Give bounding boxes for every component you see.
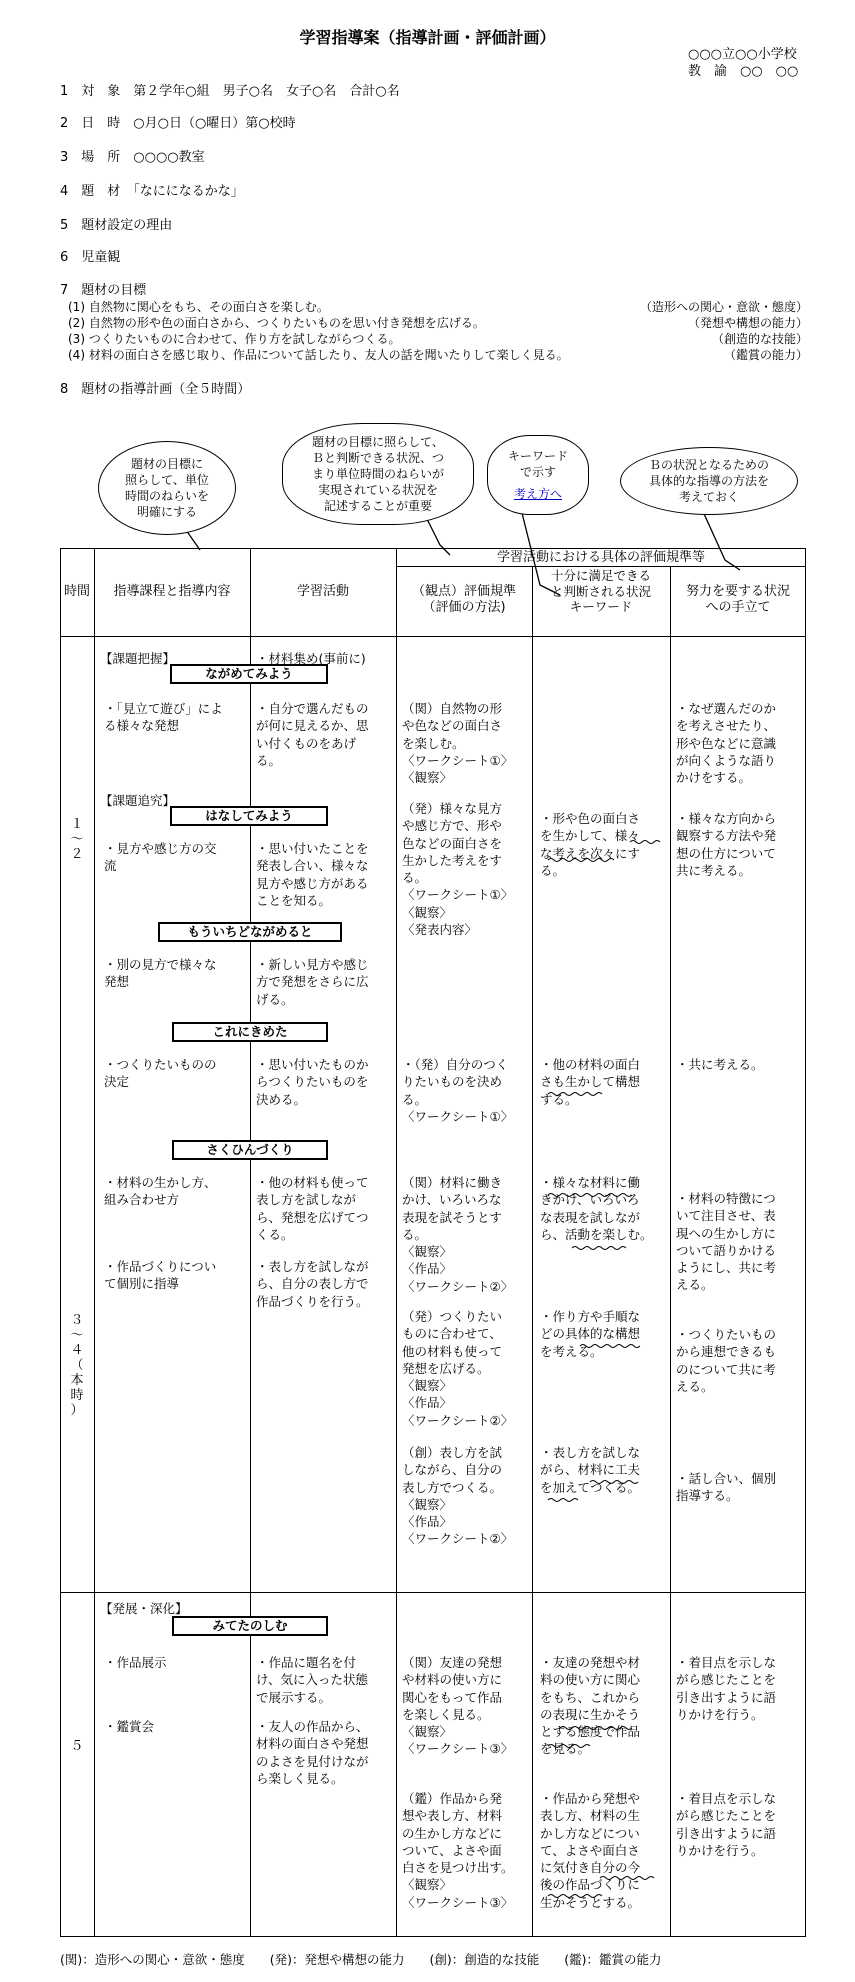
support-item: ・共に考える。 — [676, 1057, 764, 1072]
objective-text: (3) つくりたいものに合わせて、作り方を試しながらつくる。 — [68, 332, 401, 346]
support-item: ・つくりたいもの から連想できるも のについて共に考 える。 — [676, 1327, 777, 1394]
header-activity: 学習活動 — [296, 584, 349, 599]
keyword-item: ・形や色の面白さ を生かして、様々 な考えを次々にす る。 — [540, 811, 641, 878]
time-period-3-4: ３ ～ ４ （ 本 時 ） — [70, 1313, 84, 1418]
activity-item: ・新しい見方や感じ 方で発想をさらに広 げる。 — [256, 957, 369, 1007]
section-goals: 7 題材の目標 — [60, 283, 147, 298]
section-plan: 8 題材の指導計画（全５時間） — [60, 382, 251, 397]
guidance-item: ・作品展示 — [104, 1655, 167, 1670]
guidance-item: ・材料の生かし方、 組み合わせ方 — [104, 1175, 217, 1208]
legend-footer: (関)：造形への関心・意欲・態度 (発)：発想や構想の能力 (創)：創造的な技能 (鑑)：鑑賞の能力 — [60, 1952, 662, 1967]
phase-box-create: さくひんづくり — [172, 1140, 328, 1160]
section-target: 1 対 象 第２学年○組 男子○名 女子○名 合計○名 — [60, 84, 400, 99]
support-item: ・着目点を示しな がら感じたことを 引き出すように語 りかけを行う。 — [676, 1791, 777, 1858]
support-item: ・なぜ選んだのか を考えさせたり、 形や色などに意識 が向くような語り かけをする。 — [676, 701, 777, 785]
activity-item: ・他の材料も使って 表し方を試しなが ら、発想を広げてつ くる。 — [256, 1175, 369, 1242]
activity-item: ・作品に題名を付 け、気に入った状態 で展示する。 — [256, 1655, 369, 1705]
support-item: ・様々な方向から 観察する方法や発 想の仕方について 共に考える。 — [676, 811, 777, 878]
header-support: 努力を要する状況 への手立て — [685, 584, 790, 616]
criteria-item: （発）つくりたい ものに合わせて、 他の材料も使って 発想を広げる。 〈観察〉 〈作品〉 〈ワークシート②〉 — [402, 1309, 514, 1428]
criteria-item: （創）表し方を試 しながら、自分の 表し方でつくる。 〈観察〉 〈作品〉 〈ワークシート②〉 — [402, 1445, 514, 1547]
header-time: 時間 — [63, 584, 90, 599]
header-evaluation-group: 学習活動における具体の評価規準等 — [496, 550, 705, 565]
objective-tag: （造形への関心・意欲・態度） — [639, 300, 808, 314]
objective-tag: （創造的な技能） — [711, 332, 808, 346]
phase-box-decide: これにきめた — [172, 1022, 328, 1042]
school-name: ○○○立○○小学校 — [688, 47, 797, 62]
keyword-item: ・作品から発想や 表し方、材料の生 かし方などについ て、よさや面白さ に気付き自分の今 後の作品づくりに 生かそうとする。 — [540, 1791, 641, 1910]
activity-item: ・思い付いたことを 発表し合い、様々な 見方や感じ方がある ことを知る。 — [256, 841, 369, 908]
activity-item: ・友人の作品から、 材料の面白さや発想 のよさを見付けなが ら楽しく見る。 — [256, 1719, 369, 1786]
phase-box-talk: はなしてみよう — [170, 806, 328, 826]
activity-item: ・表し方を試しなが ら、自分の表し方で 作品づくりを行う。 — [256, 1259, 369, 1309]
guidance-item: ・鑑賞会 — [104, 1719, 155, 1734]
guidance-item: ・「見立て遊び」によ る様々な発想 — [104, 701, 223, 734]
header-criteria: （観点）評価規準 （評価の方法) — [411, 584, 516, 616]
time-period-5: ５ — [70, 1739, 84, 1754]
guidance-item: 【課題把握】 — [100, 651, 176, 666]
section-subject: 4 題 材 「なにになるかな」 — [60, 184, 244, 199]
support-item: ・着目点を示しな がら感じたことを 引き出すように語 りかけを行う。 — [676, 1655, 777, 1722]
activity-item: ・思い付いたものか らつくりたいものを 決める。 — [256, 1057, 369, 1107]
guidance-item: ・見方や感じ方の交 流 — [104, 841, 217, 874]
header-satisfied: 十分に満足できる と判断される状況 キーワード — [550, 568, 651, 615]
objective-text: (4) 材料の面白さを感じ取り、作品について話したり、友人の話を聞いたりして楽しく見る。 — [68, 348, 569, 362]
section-reason: 5 題材設定の理由 — [60, 218, 173, 233]
guidance-item: ・別の見方で様々な 発想 — [104, 957, 217, 990]
keyword-item: ・他の材料の面白 さも生かして構想 する。 — [540, 1057, 641, 1107]
objective-tag: （鑑賞の能力） — [723, 348, 808, 362]
activity-item: ・自分で選んだもの が何に見えるか、思 い付くものをあげ る。 — [256, 701, 369, 768]
phase-box-look-again: もういちどながめると — [158, 922, 342, 942]
activity-item: ・材料集め(事前に) — [256, 651, 366, 666]
criteria-item: （発）様々な見方 や感じ方で、形や 色などの面白さを 生かした考えをす る。 〈ワークシート①〉 〈観察〉 〈発表内容〉 — [402, 801, 514, 937]
page-title: 学習指導案（指導計画・評価計画） — [299, 28, 556, 47]
objective-text: (1) 自然物に関心をもち、その面白さを楽しむ。 — [68, 300, 329, 314]
criteria-item: （鑑）作品から発 想や表し方、材料 の生かし方などに ついて、よさや面 白さを見つけ出す。 〈観察〉 〈ワークシート③〉 — [402, 1791, 514, 1910]
teacher-name: 教 諭 ○○ ○○ — [688, 64, 799, 79]
section-place: 3 場 所 ○○○○教室 — [60, 150, 205, 165]
callout-keyword-text: キーワード で示す — [507, 448, 568, 479]
guidance-item: 【課題追究】 — [100, 793, 176, 808]
section-datetime: 2 日 時 ○月○日（○曜日）第○校時 — [60, 116, 296, 131]
keyword-item: ・作り方や手順な どの具体的な構想 を考える。 — [540, 1309, 641, 1359]
objective-text: (2) 自然物の形や色の面白さから、つくりたいものを思い付き発想を広げる。 — [68, 316, 485, 330]
support-item: ・材料の特徴につ いて注目させ、表 現への生かし方に ついて語りかける ようにし、共に考 える。 — [676, 1191, 777, 1293]
callout-bubble-criteria: 題材の目標に照らして、 Ｂと判断できる状況、つ まり単位時間のねらいが 実現されている状況を 記述することが重要 — [282, 423, 474, 525]
callout-bubble-support: Ｂの状況となるための 具体的な指導の方法を 考えておく — [620, 447, 798, 515]
guidance-item: ・つくりたいものの 決定 — [104, 1057, 217, 1090]
objective-tag: （発想や構想の能力） — [687, 316, 808, 330]
phase-box-look: ながめてみよう — [170, 664, 328, 684]
time-period-1-2: １ ～ ２ — [70, 817, 84, 862]
criteria-item: ・（発）自分のつく りたいものを決め る。 〈ワークシート①〉 — [402, 1057, 514, 1124]
keyword-item: ・表し方を試しな がら、材料に工夫 を加えてつくる。 — [540, 1445, 641, 1495]
criteria-item: （関）友達の発想 や材料の使い方に 関心をもって作品 を楽しく見る。 〈観察〉 〈ワークシート③〉 — [402, 1655, 514, 1757]
criteria-item: （関）自然物の形 や色などの面白さ を楽しむ。 〈ワークシート①〉 〈観察〉 — [402, 701, 514, 785]
header-guidance: 指導課程と指導内容 — [113, 584, 231, 599]
guidance-item: 【発展・深化】 — [100, 1601, 188, 1616]
callout-bubble-aim: 題材の目標に 照らして、単位 時間のねらいを 明確にする — [98, 441, 236, 535]
phase-box-enjoy: みてたのしむ — [172, 1616, 328, 1636]
support-item: ・話し合い、個別 指導する。 — [676, 1471, 777, 1504]
criteria-item: （関）材料に働き かけ、いろいろな 表現を試そうとす る。 〈観察〉 〈作品〉 〈ワークシート②〉 — [402, 1175, 514, 1294]
keyword-item: ・様々な材料に働 きかけ、いろいろ な表現を試しなが ら、活動を楽しむ。 — [540, 1175, 653, 1242]
keyword-link[interactable]: 考え方へ — [513, 487, 562, 502]
guidance-item: ・作品づくりについ て個別に指導 — [104, 1259, 217, 1292]
keyword-item: ・友達の発想や材 料の使い方に関心 をもち、これから の表現に生かそう とする態度で作品 を見る。 — [540, 1655, 641, 1757]
section-children: 6 児童観 — [60, 250, 121, 265]
